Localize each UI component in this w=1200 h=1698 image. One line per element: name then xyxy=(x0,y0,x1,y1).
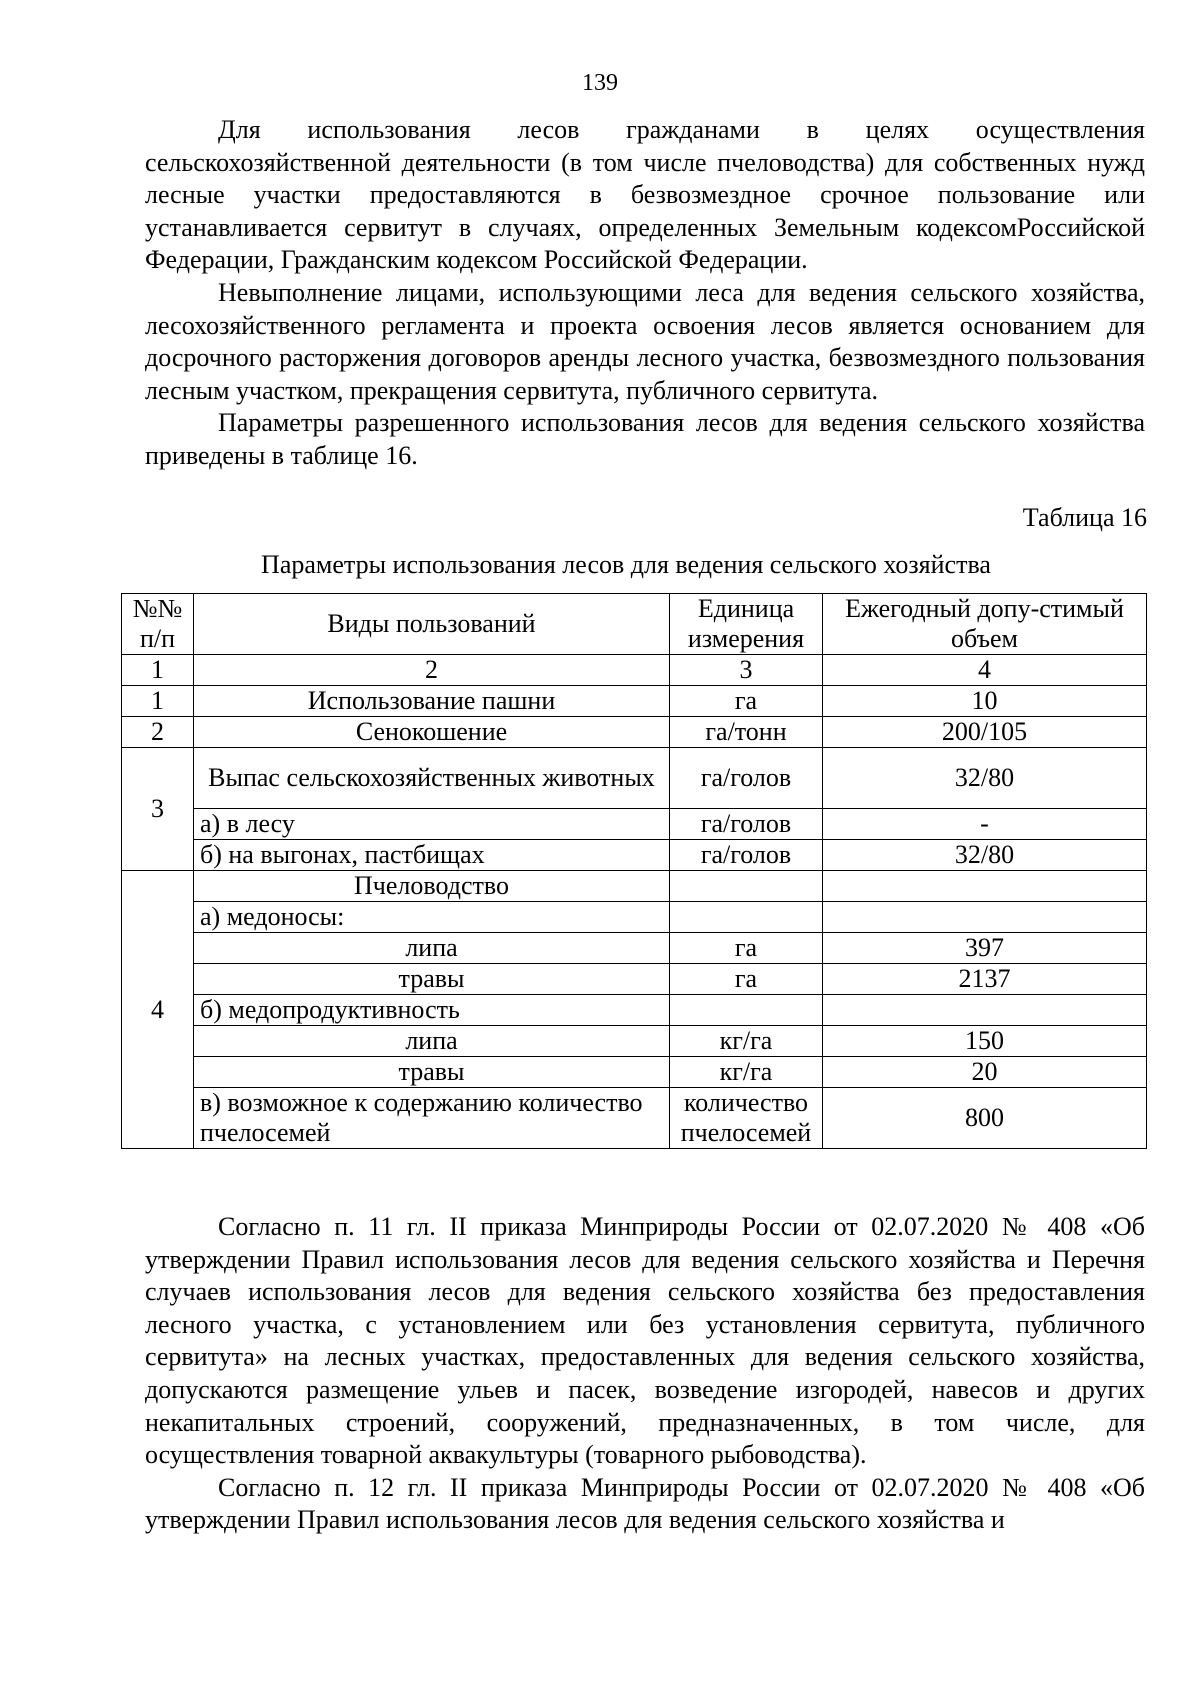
row-unit: га/голов xyxy=(670,840,823,871)
row-unit: га xyxy=(670,933,823,964)
row-type: липа xyxy=(194,1026,670,1057)
body-text-bottom xyxy=(145,1211,1145,1537)
header-num: №№ п/п xyxy=(122,594,194,655)
row-unit xyxy=(670,995,823,1026)
row-type: Использование пашни xyxy=(194,686,670,717)
header-unit: Единица измерения xyxy=(670,594,823,655)
row-unit: га/тонн xyxy=(670,717,823,748)
row-volume: 2137 xyxy=(823,964,1147,995)
row-volume: 200/105 xyxy=(823,717,1147,748)
col-number: 3 xyxy=(670,655,823,686)
table-row xyxy=(122,686,1147,717)
row-volume xyxy=(823,995,1147,1026)
row-volume xyxy=(823,871,1147,902)
paragraph: Параметры разрешенного использования лесов для ведения сельского хозяйства приведены в таблице 16. xyxy=(145,408,1145,470)
row-unit: количество пчелосемей xyxy=(670,1088,823,1149)
table-row xyxy=(122,809,1147,840)
row-type: Пчеловодство xyxy=(194,871,670,902)
paragraph: Согласно п. 11 гл. II приказа Минприроды России от 02.07.2020 № 408 «Об утверждении Правил использования лесов для ведения сельского хозяйства и Перечня случаев использования лесов для ведения сельского хозяйства без предоставления лесного участка, с установлением или без установления сервитута, публичного сервитута» на лесных участках, предоставленных для ведения сельского хозяйства, допускаются размещение ульев и пасек, возведение изгородей, навесов и других некапитальных строений, сооружений, предназначенных, в том числе, для осуществления товарной аквакультуры (товарного рыбоводства). xyxy=(145,1212,1145,1470)
paragraph: Невыполнение лицами, использующими леса для ведения сельского хозяйства, лесохозяйственного регламента и проекта освоения лесов является основанием для досрочного расторжения договоров аренды лесного участка, безвозмездного пользования лесным участком, прекращения сервитута, публичного сервитута. xyxy=(145,277,1145,405)
table-row xyxy=(122,902,1147,933)
page-number: 139 xyxy=(582,70,618,96)
row-type: б) медопродуктивность xyxy=(194,995,670,1026)
row-type: Сенокошение xyxy=(194,717,670,748)
table-row xyxy=(122,964,1147,995)
row-type: липа xyxy=(194,933,670,964)
row-volume: 32/80 xyxy=(823,840,1147,871)
row-num: 1 xyxy=(122,686,194,717)
table-row xyxy=(122,1026,1147,1057)
row-type: в) возможное к содержанию количество пчелосемей xyxy=(194,1088,670,1149)
parameters-table xyxy=(121,593,1147,1149)
table-row xyxy=(122,840,1147,871)
row-unit: кг/га xyxy=(670,1026,823,1057)
table-row xyxy=(122,1057,1147,1088)
table-title: Параметры использования лесов для ведения сельского хозяйства xyxy=(261,550,991,579)
row-volume: 20 xyxy=(823,1057,1147,1088)
row-unit: га xyxy=(670,686,823,717)
row-unit: га xyxy=(670,964,823,995)
col-number: 4 xyxy=(823,655,1147,686)
header-volume: Ежегодный допу-стимый объем xyxy=(823,594,1147,655)
row-type: а) медоносы: xyxy=(194,902,670,933)
table-row xyxy=(122,748,1147,809)
row-volume: 10 xyxy=(823,686,1147,717)
col-number: 1 xyxy=(122,655,194,686)
row-unit: га/голов xyxy=(670,809,823,840)
row-num: 3 xyxy=(122,748,194,871)
row-unit: кг/га xyxy=(670,1057,823,1088)
row-volume: 150 xyxy=(823,1026,1147,1057)
row-unit: га/голов xyxy=(670,748,823,809)
column-numbers-row xyxy=(122,655,1147,686)
row-type: б) на выгонах, пастбищах xyxy=(194,840,670,871)
row-volume: 800 xyxy=(823,1088,1147,1149)
table-reference: Таблица 16 xyxy=(1022,503,1147,532)
row-num: 4 xyxy=(122,871,194,1149)
paragraph: Для использования лесов гражданами в целях осуществления сельскохозяйственной деятельности (в том числе пчеловодства) для собственных нужд лесные участки предоставляются в безвозмездное срочное пользование или устанавливается сервитут в случаях, определенных Земельным кодексомРоссийской Федерации, Гражданским кодексом Российской Федерации. xyxy=(145,115,1145,275)
row-unit xyxy=(670,871,823,902)
row-volume: 397 xyxy=(823,933,1147,964)
row-type: Выпас сельскохозяйственных животных xyxy=(194,748,670,809)
row-volume: 32/80 xyxy=(823,748,1147,809)
col-number: 2 xyxy=(194,655,670,686)
table-row xyxy=(122,995,1147,1026)
row-unit xyxy=(670,902,823,933)
header-type: Виды пользований xyxy=(194,594,670,655)
body-text-top xyxy=(145,114,1145,473)
row-volume xyxy=(823,902,1147,933)
row-type: травы xyxy=(194,1057,670,1088)
table-row xyxy=(122,933,1147,964)
table-row xyxy=(122,717,1147,748)
table-row xyxy=(122,871,1147,902)
row-type: а) в лесу xyxy=(194,809,670,840)
paragraph: Согласно п. 12 гл. II приказа Минприроды России от 02.07.2020 № 408 «Об утверждении Правил использования лесов для ведения сельского хозяйства и xyxy=(145,1472,1145,1535)
row-volume: - xyxy=(823,809,1147,840)
row-num: 2 xyxy=(122,717,194,748)
table-row xyxy=(122,1088,1147,1149)
table-header-row xyxy=(122,594,1147,655)
row-type: травы xyxy=(194,964,670,995)
